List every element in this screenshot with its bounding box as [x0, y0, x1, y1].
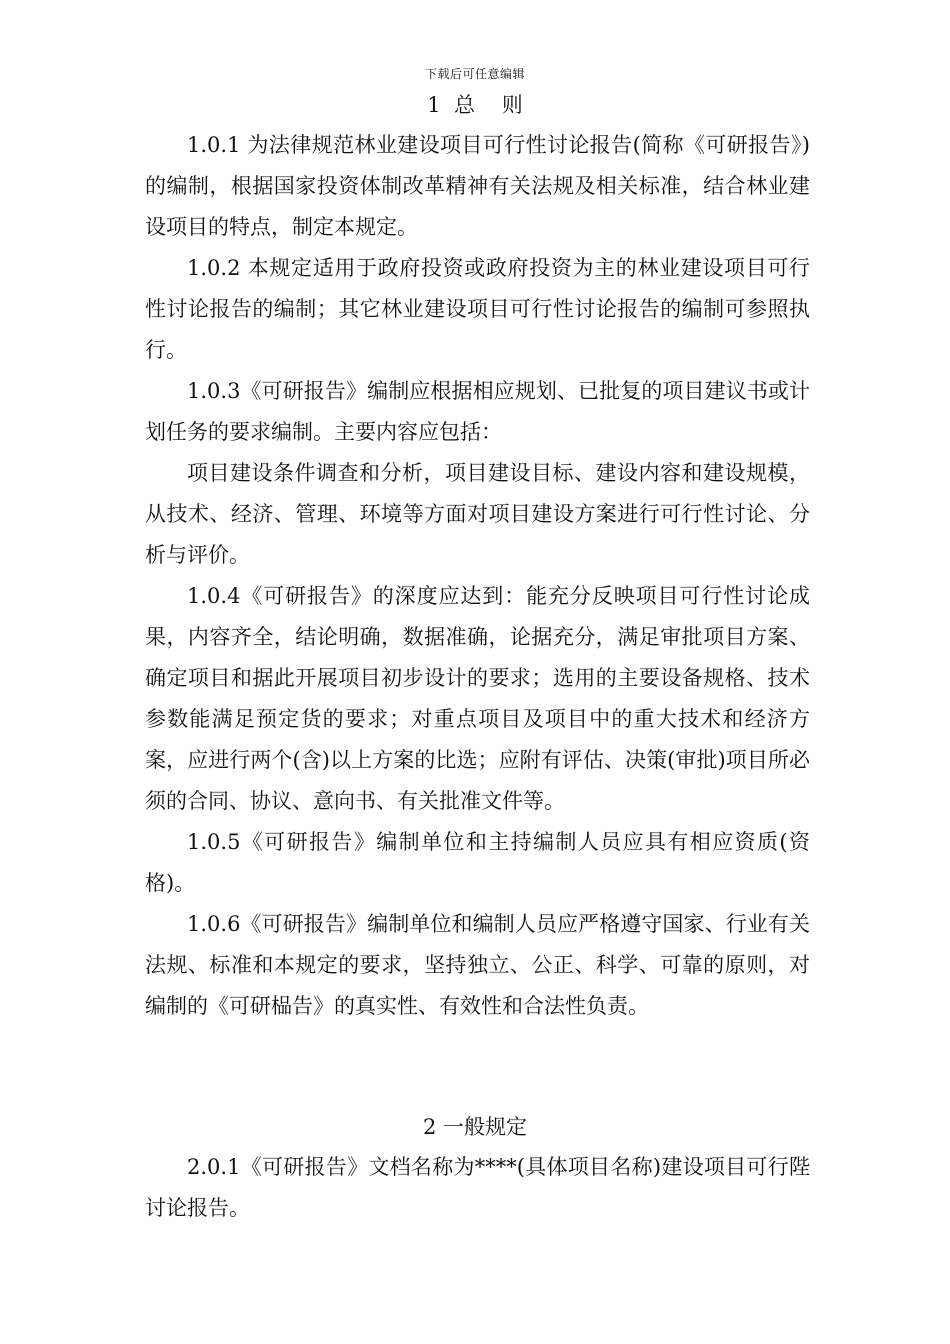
paragraph-1-0-4: 1.0.4《可研报告》的深度应达到：能充分反映项目可行性讨论成果，内容齐全，结论明确，数据准确，论据充分，满足审批项目方案、确定项目和据此开展项目初步设计的要求；选用的主要设备规格、技术参数能满足预定货的要求；对重点项目及项目中的重大技术和经济方案，应进行两个(含)以上方案的比选；应附有评估、决策(审批)项目所必须的合同、协议、意向书、有关批准文件等。	[145, 584, 810, 813]
section-2-body	[145, 1147, 810, 1229]
paragraph-1-0-2: 1.0.2 本规定适用于政府投资或政府投资为主的林业建设项目可行性讨论报告的编制；其它林业建设项目可行性讨论报告的编制可参照执行。	[145, 256, 810, 362]
section-1-title: 1 总 则	[427, 93, 523, 117]
paragraph-1-0-1: 1.0.1 为法律规范林业建设项目可行性讨论报告(简称《可研报告》)的编制，根据国家投资体制改革精神有关法规及相关标准，结合林业建设项目的特点，制定本规定。	[145, 133, 810, 239]
section-1-body	[145, 125, 810, 1027]
section-2-title: 2 一般规定	[422, 1115, 528, 1139]
paragraph-1-0-5: 1.0.5《可研报告》编制单位和主持编制人员应具有相应资质(资格)。	[145, 830, 810, 895]
paragraph-1-0-6: 1.0.6《可研报告》编制单位和编制人员应严格遵守国家、行业有关法规、标准和本规定的要求，坚持独立、公正、科学、可靠的原则，对编制的《可研榀告》的真实性、有效性和合法性负责。	[145, 912, 810, 1018]
paragraph-2-0-1: 2.0.1《可研报告》文档名称为****(具体项目名称)建设项目可行陛讨论报告。	[145, 1155, 810, 1220]
paragraph-1-0-3: 1.0.3《可研报告》编制应根据相应规划、已批复的项目建议书或计划任务的要求编制。主要内容应包括：	[145, 379, 810, 444]
paragraph-1-0-3-content: 项目建设条件调查和分析，项目建设目标、建设内容和建设规模，从技术、经济、管理、环境等方面对项目建设方案进行可行性讨论、分析与评价。	[145, 461, 810, 567]
header-note: 下载后可任意编辑	[424, 67, 525, 81]
